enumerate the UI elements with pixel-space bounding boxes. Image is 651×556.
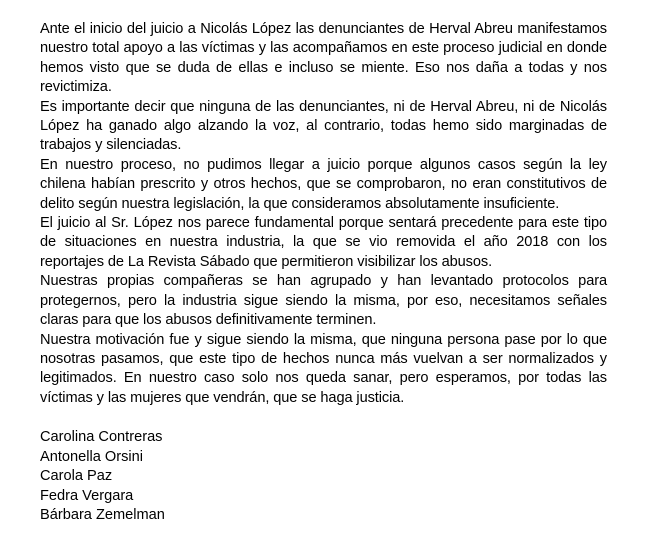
letter-body xyxy=(40,20,607,408)
paragraph: Nuestra motivación fue y sigue siendo la misma, que ninguna persona pase por lo que nosotras pasamos, que este tipo de hechos nunca más vuelvan a ser normalizados y legitimados. En nuestro caso solo nos queda sanar, pero esperamos, por todas las víctimas y las mujeres que vendrán, que se haga justicia. xyxy=(40,331,607,406)
paragraph: El juicio al Sr. López nos parece fundamental porque sentará precedente para este tipo de situaciones en nuestra industria, la que se vio removida el año 2018 con los reportajes de La Revista Sábado que permitieron visibilizar los abusos. xyxy=(40,215,607,270)
paragraph: Ante el inicio del juicio a Nicolás López las denunciantes de Herval Abreu manifestamos nuestro total apoyo a las víctimas y las acompañamos en este proceso judicial en donde hemos visto que se duda de ellas e incluso se miente. Eso nos daña a todas y nos revictimiza. xyxy=(40,21,607,96)
paragraph: En nuestro proceso, no pudimos llegar a juicio porque algunos casos según la ley chilena habían prescrito y otros hechos, que se comprobaron, no eran constitutivos de delito según nuestra legislación, la que consideramos absolutamente insuficiente. xyxy=(40,156,607,212)
signatory-name: Carola Paz xyxy=(40,468,113,485)
signatory-name: Bárbara Zemelman xyxy=(40,507,165,524)
signatory-name: Carolina Contreras xyxy=(40,429,163,446)
signatory-name: Antonella Orsini xyxy=(40,448,144,465)
paragraph: Nuestras propias compañeras se han agrupado y han levantado protocolos para protegernos, pero la industria sigue siendo la misma, por eso, necesitamos señales claras para que los abusos definitivamente terminen. xyxy=(40,273,607,329)
paragraph: Es importante decir que ninguna de las denunciantes, ni de Herval Abreu, ni de Nicolás López ha ganado algo alzando la voz, al contrario, todas hemo sido marginadas de trabajos y silenciadas. xyxy=(40,98,607,154)
signatories-list xyxy=(40,428,607,526)
signatory-name: Fedra Vergara xyxy=(40,487,134,504)
